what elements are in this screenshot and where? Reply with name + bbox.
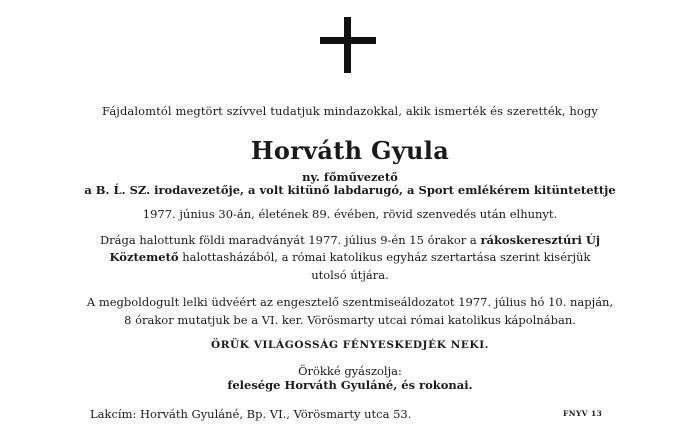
funeral-text-1: Drága halottunk földi maradványát 1977. július 9-én 15 órakor a <box>99 233 481 247</box>
occupation-title: ny. főművezető <box>302 170 398 184</box>
intro-text: Fájdalomtól megtört szívvel tudatjuk mindazokkal, akik ismerték és szerették, hogy <box>102 104 598 118</box>
print-code: FNYV 13 <box>563 409 603 418</box>
blessing-text: ÖRÜK VILÁGOSSÁG FÉNYESKEDJÉK NEKI. <box>210 339 490 351</box>
mass-line-2: 8 órakor mutatjuk be a VI. ker. Vörösmarty utcai római katolikus kápolnában. <box>124 313 576 327</box>
cemetery-name-part-2: Köztemető <box>109 250 179 264</box>
address-line: Lakcím: Horváth Gyuláné, Bp. VI., Vörösmarty utca 53. <box>90 407 412 421</box>
death-statement: 1977. június 30-án, életének 89. évében, rövid szenvedés után elhunyt. <box>142 207 558 221</box>
mourners-names: felesége Horváth Gyuláné, és rokonai. <box>227 378 473 392</box>
cross-icon <box>320 17 376 73</box>
deceased-name: Horváth Gyula <box>250 136 450 165</box>
mourners-label: Örökké gyászolja: <box>298 364 402 378</box>
funeral-line-2 <box>0 250 700 264</box>
funeral-text-2: halottasházából, a római katolikus egyház szertartása szerint kisérjük <box>178 250 591 264</box>
mass-line-1: A megboldogult lelki üdvéért az engesztelő szentmiseáldozatot 1977. július hó 10. napján, <box>86 295 614 309</box>
funeral-line-3: utolsó útjára. <box>311 268 389 282</box>
cemetery-name-part-1: rákoskeresztúri Új <box>480 233 601 247</box>
career-description: a B. Ĺ. SZ. irodavezetője, a volt kitünő labdarugó, a Sport emlékérem kitüntetettje <box>84 183 616 197</box>
funeral-line-1 <box>0 233 700 247</box>
